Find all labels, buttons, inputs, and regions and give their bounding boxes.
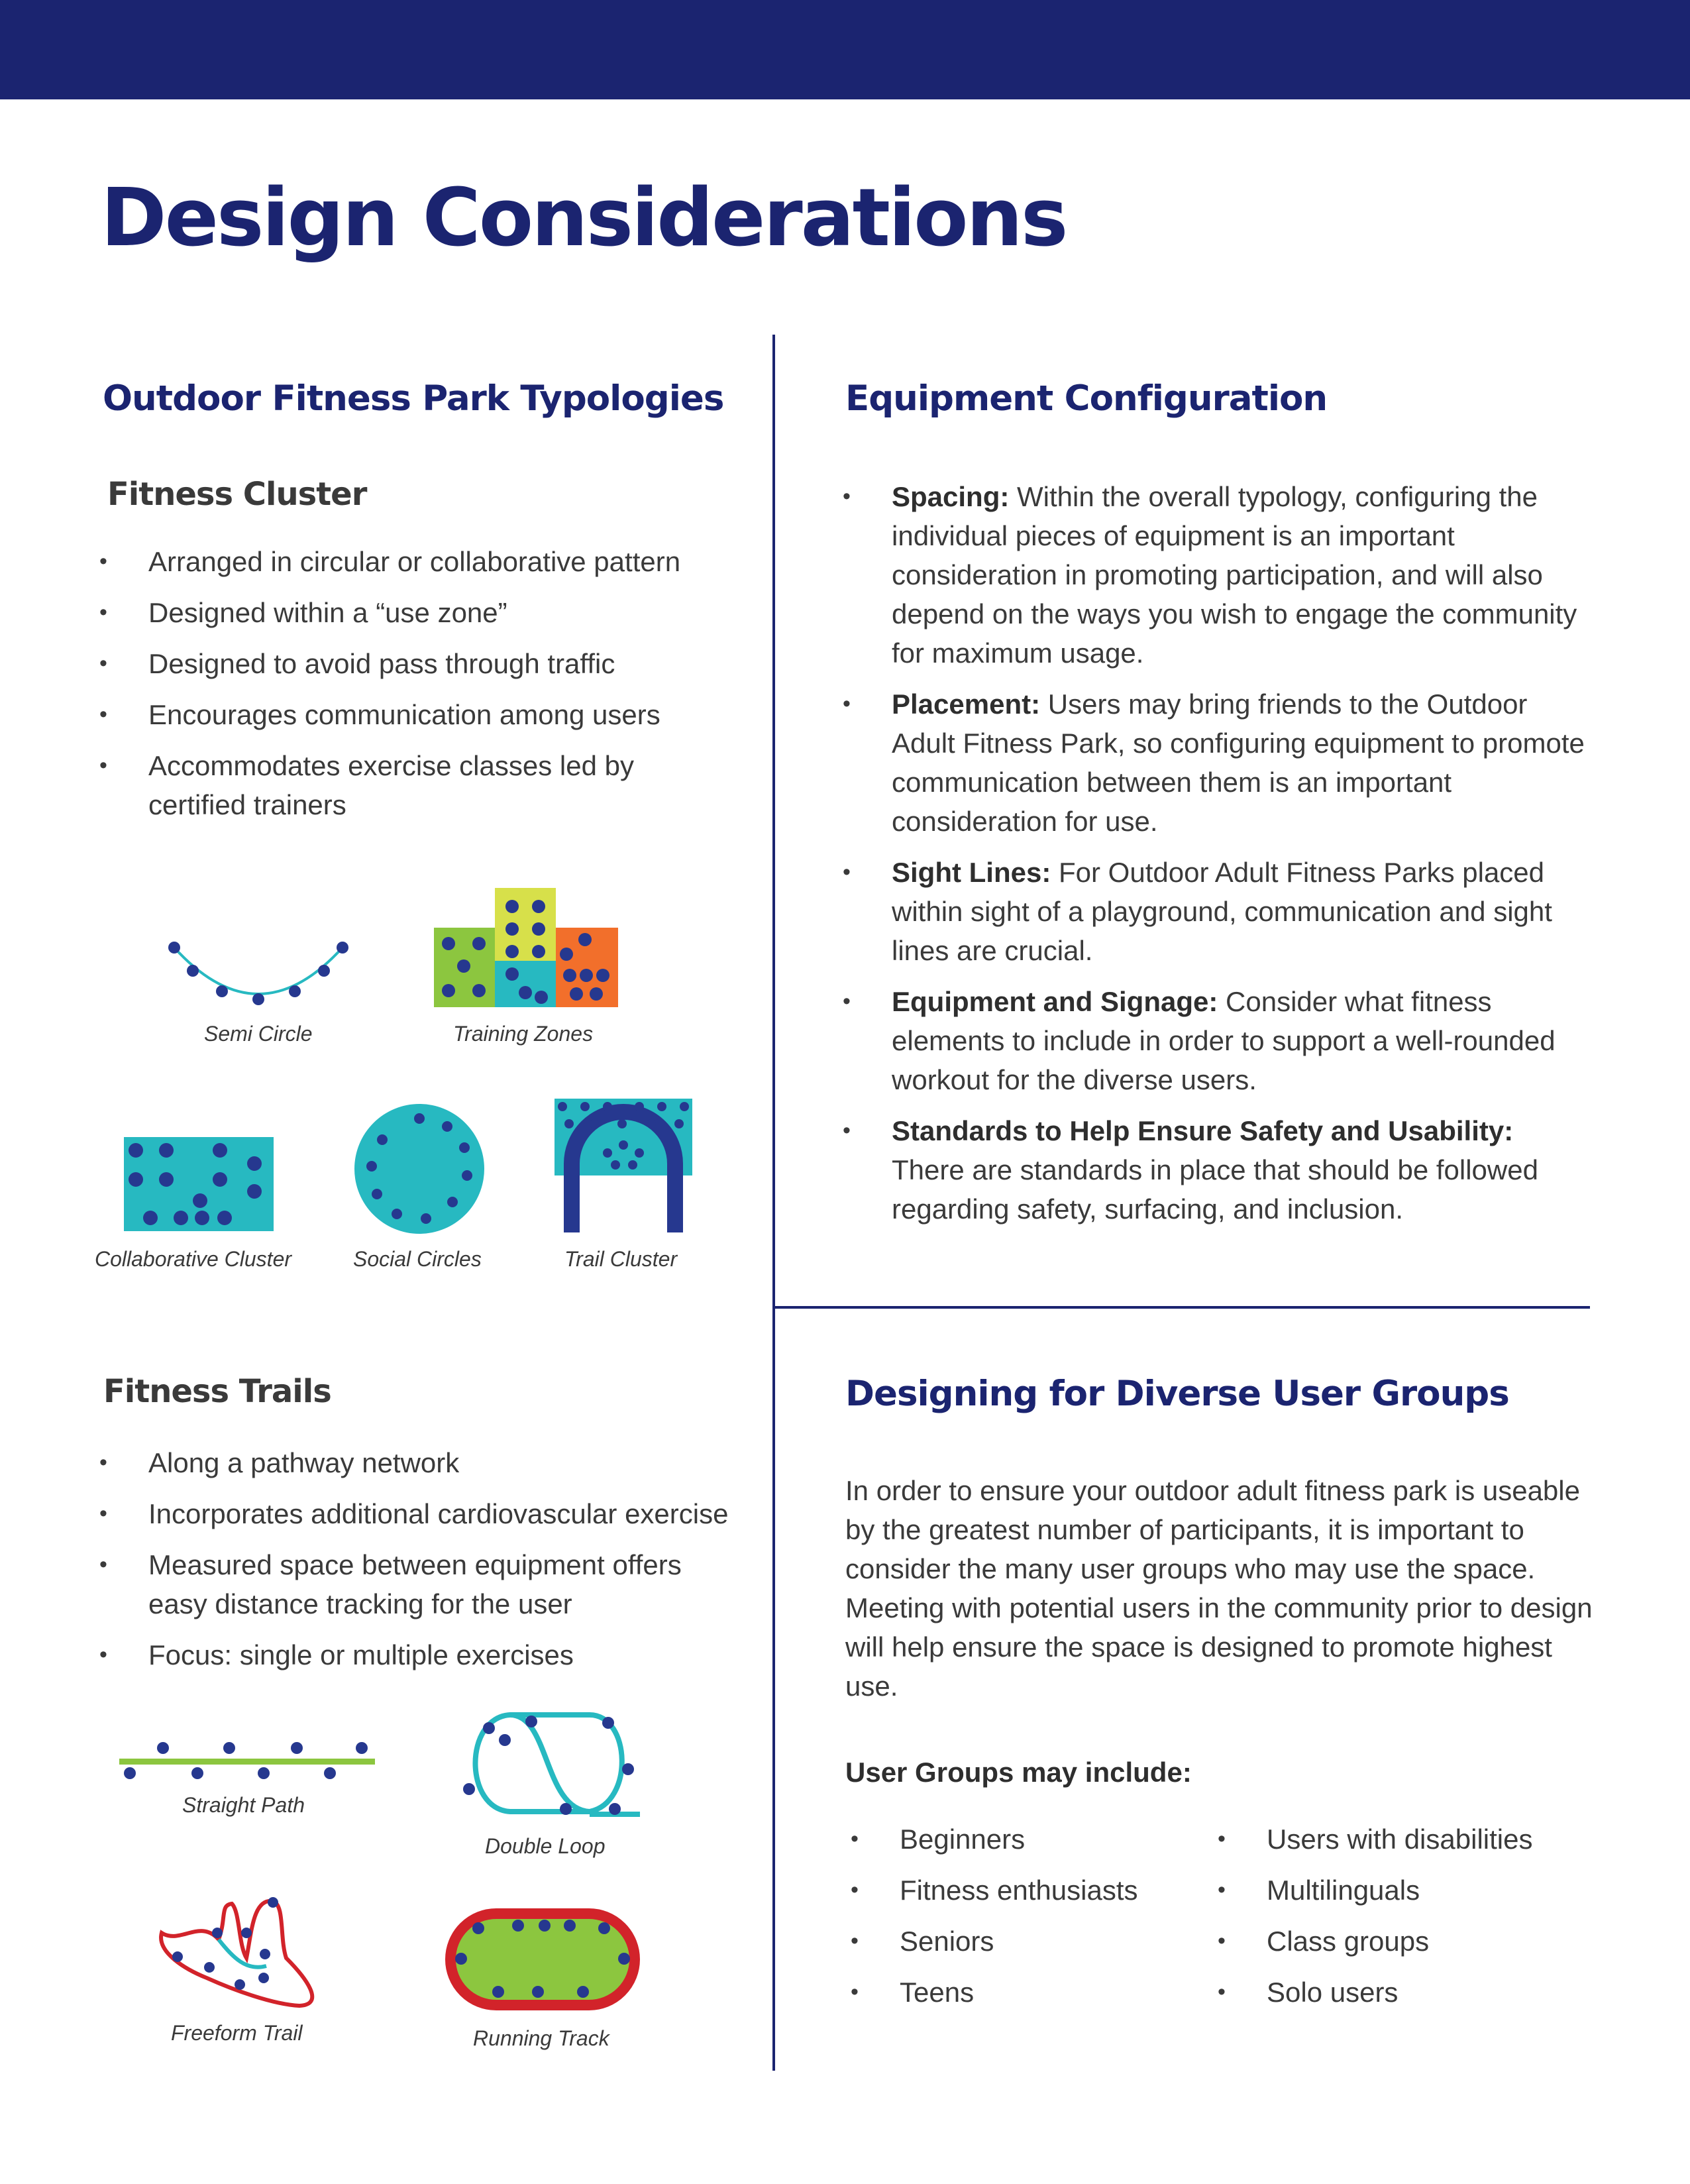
list-item: • Arranged in circular or collaborative pattern (99, 546, 681, 577)
user-groups-list-1 (851, 1820, 1195, 2024)
list-item: • Designed to avoid pass through traffic (99, 648, 615, 679)
freeform-trail-caption: Freeform Trail (171, 2021, 303, 2045)
list-item: • Equipment and Signage: Consider what fitness elements to include in order to support a well-rounded workout for the diverse users. (843, 986, 1556, 1095)
straight-path-caption: Straight Path (182, 1793, 305, 1817)
list-item: • Focus: single or multiple exercises (99, 1639, 574, 1670)
top-banner (0, 0, 1690, 99)
double-loop-caption: Double Loop (485, 1834, 606, 1858)
fitness-cluster-list (99, 542, 749, 836)
horizontal-divider (774, 1306, 1590, 1309)
list-item: • Along a pathway network (99, 1447, 460, 1478)
social-circles-caption: Social Circles (353, 1247, 482, 1271)
running-track-diagram (445, 1908, 640, 2010)
double-loop-diagram (457, 1710, 643, 1819)
list-item: • Seniors (851, 1926, 994, 1957)
list-item: • Placement: Users may bring friends to the Outdoor Adult Fitness Park, so configuring equipment to promote communication between them is an important consideration for use. (843, 688, 1585, 837)
trail-cluster-diagram (555, 1097, 692, 1232)
page-title: Design Considerations (101, 172, 1067, 264)
training-zones-diagram (434, 888, 618, 1007)
list-item: • Standards to Help Ensure Safety and Usability: There are standards in place that should be followed regarding safety, surfacing, and inclusion. (843, 1115, 1538, 1225)
fitness-trails-list (99, 1443, 768, 1686)
list-item: • Sight Lines: For Outdoor Adult Fitness Parks placed within sight of a playground, communication and sight lines are crucial. (843, 857, 1552, 966)
list-item: • Beginners (851, 1824, 1026, 1855)
list-item: • Users with disabilities (1218, 1824, 1533, 1855)
list-item: • Fitness enthusiasts (851, 1875, 1138, 1906)
list-item: • Spacing: Within the overall typology, configuring the individual pieces of equipment is an important consideration in promoting participation, and will also depend on the ways you wish to engage the community for maximum usage. (843, 481, 1577, 669)
trail-cluster-caption: Trail Cluster (564, 1247, 678, 1271)
diverse-user-groups-paragraph: In order to ensure your outdoor adult fitness park is useable by the greatest number of participants, it is important to consider the many user groups who may use the space. Meeting with potential users in the community prior to design will help ensure the space is designed to promote highest use. (845, 1475, 1593, 1702)
training-zones-caption: Training Zones (453, 1022, 594, 1046)
collaborative-cluster-diagram (124, 1137, 274, 1231)
list-item: • Multilinguals (1218, 1875, 1420, 1906)
collaborative-cluster-caption: Collaborative Cluster (95, 1247, 292, 1271)
social-circles-diagram (353, 1103, 486, 1235)
equipment-configuration-heading: Equipment Configuration (845, 378, 1328, 419)
running-track-caption: Running Track (473, 2026, 609, 2050)
list-item: • Designed within a “use zone” (99, 597, 507, 628)
typologies-heading: Outdoor Fitness Park Typologies (103, 378, 724, 419)
list-item: • Incorporates additional cardiovascular exercise (99, 1498, 729, 1529)
fitness-trails-heading: Fitness Trails (103, 1373, 331, 1410)
list-item: • Class groups (1218, 1926, 1430, 1957)
vertical-divider (772, 335, 775, 2071)
freeform-trail-diagram (154, 1892, 327, 2011)
equipment-configuration-list (843, 477, 1591, 1240)
semi-circle-diagram (162, 934, 354, 1007)
fitness-cluster-heading: Fitness Cluster (107, 476, 367, 513)
list-item: • Teens (851, 1977, 975, 2008)
list-item: • Solo users (1218, 1977, 1399, 2008)
diverse-user-groups-heading: Designing for Diverse User Groups (845, 1374, 1509, 1414)
list-item: • Accommodates exercise classes led by certified trainers (99, 750, 634, 820)
semi-circle-caption: Semi Circle (204, 1022, 313, 1046)
list-item: • Encourages communication among users (99, 699, 660, 730)
user-groups-list-2 (1218, 1820, 1589, 2024)
straight-path-diagram (119, 1740, 375, 1780)
list-item: • Measured space between equipment offers easy distance tracking for the user (99, 1549, 682, 1619)
user-groups-label: User Groups may include: (845, 1757, 1192, 1788)
